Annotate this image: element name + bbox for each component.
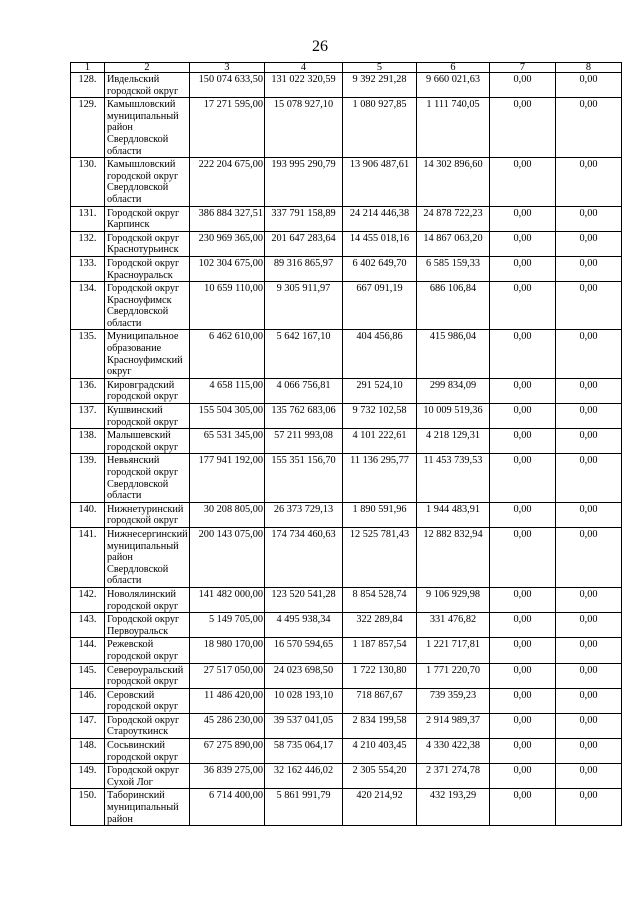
table-row (71, 527, 622, 587)
row-number: 131. (71, 206, 105, 231)
value-col-6: 2 371 274,78 (417, 764, 490, 789)
value-col-7: 0,00 (490, 73, 556, 98)
row-number: 133. (71, 256, 105, 281)
value-col-5: 322 289,84 (343, 613, 417, 638)
value-col-6: 14 302 896,60 (417, 158, 490, 206)
column-header: 4 (265, 63, 343, 73)
row-number: 137. (71, 404, 105, 429)
value-col-7: 0,00 (490, 231, 556, 256)
value-col-6: 686 106,84 (417, 282, 490, 330)
value-col-4: 123 520 541,28 (265, 587, 343, 612)
value-col-3: 10 659 110,00 (190, 282, 265, 330)
value-col-8: 0,00 (556, 713, 622, 738)
budget-table (70, 62, 622, 826)
value-col-6: 432 193,29 (417, 789, 490, 826)
value-col-7: 0,00 (490, 739, 556, 764)
table-row (71, 330, 622, 378)
value-col-8: 0,00 (556, 613, 622, 638)
table-row (71, 429, 622, 454)
value-col-3: 45 286 230,00 (190, 713, 265, 738)
value-col-4: 4 495 938,34 (265, 613, 343, 638)
value-col-6: 6 585 159,33 (417, 256, 490, 281)
value-col-3: 6 714 400,00 (190, 789, 265, 826)
page-number: 26 (312, 38, 328, 55)
column-numbers-row (71, 63, 622, 73)
municipality-name: Городской округ Красноуральск (105, 256, 190, 281)
municipality-name: Городской округ Староуткинск (105, 713, 190, 738)
value-col-6: 1 771 220,70 (417, 663, 490, 688)
value-col-4: 58 735 064,17 (265, 739, 343, 764)
value-col-8: 0,00 (556, 764, 622, 789)
value-col-3: 5 149 705,00 (190, 613, 265, 638)
table-row (71, 613, 622, 638)
row-number: 143. (71, 613, 105, 638)
table-row (71, 688, 622, 713)
value-col-5: 11 136 295,77 (343, 454, 417, 502)
value-col-4: 201 647 283,64 (265, 231, 343, 256)
municipality-name: Муниципальное образование Красноуфимский округ (105, 330, 190, 378)
table-row (71, 587, 622, 612)
value-col-7: 0,00 (490, 713, 556, 738)
value-col-3: 141 482 000,00 (190, 587, 265, 612)
table-row (71, 638, 622, 663)
value-col-8: 0,00 (556, 663, 622, 688)
value-col-3: 177 941 192,00 (190, 454, 265, 502)
value-col-6: 9 106 929,98 (417, 587, 490, 612)
value-col-7: 0,00 (490, 158, 556, 206)
value-col-4: 337 791 158,89 (265, 206, 343, 231)
value-col-6: 331 476,82 (417, 613, 490, 638)
value-col-8: 0,00 (556, 256, 622, 281)
value-col-7: 0,00 (490, 587, 556, 612)
value-col-8: 0,00 (556, 502, 622, 527)
value-col-5: 6 402 649,70 (343, 256, 417, 281)
row-number: 144. (71, 638, 105, 663)
value-col-7: 0,00 (490, 688, 556, 713)
value-col-4: 4 066 756,81 (265, 378, 343, 403)
value-col-6: 24 878 722,23 (417, 206, 490, 231)
value-col-5: 14 455 018,16 (343, 231, 417, 256)
column-header: 2 (105, 63, 190, 73)
value-col-4: 15 078 927,10 (265, 98, 343, 158)
row-number: 136. (71, 378, 105, 403)
value-col-5: 4 210 403,45 (343, 739, 417, 764)
value-col-8: 0,00 (556, 158, 622, 206)
table-row (71, 404, 622, 429)
value-col-8: 0,00 (556, 73, 622, 98)
municipality-name: Кушвинский городской округ (105, 404, 190, 429)
value-col-4: 24 023 698,50 (265, 663, 343, 688)
table-row (71, 231, 622, 256)
value-col-5: 420 214,92 (343, 789, 417, 826)
value-col-3: 200 143 075,00 (190, 527, 265, 587)
table-row (71, 73, 622, 98)
municipality-name: Североуральский городской округ (105, 663, 190, 688)
value-col-7: 0,00 (490, 527, 556, 587)
table-row (71, 663, 622, 688)
value-col-6: 739 359,23 (417, 688, 490, 713)
value-col-5: 667 091,19 (343, 282, 417, 330)
value-col-6: 2 914 989,37 (417, 713, 490, 738)
value-col-7: 0,00 (490, 613, 556, 638)
value-col-7: 0,00 (490, 378, 556, 403)
value-col-4: 32 162 446,02 (265, 764, 343, 789)
value-col-8: 0,00 (556, 98, 622, 158)
table-row (71, 256, 622, 281)
value-col-4: 9 305 911,97 (265, 282, 343, 330)
value-col-8: 0,00 (556, 404, 622, 429)
value-col-7: 0,00 (490, 764, 556, 789)
municipality-name: Нижнесергинский муниципальный район Свердловской области (105, 527, 190, 587)
value-col-4: 5 861 991,79 (265, 789, 343, 826)
value-col-3: 17 271 595,00 (190, 98, 265, 158)
value-col-8: 0,00 (556, 789, 622, 826)
value-col-6: 299 834,09 (417, 378, 490, 403)
municipality-name: Городской округ Краснотурьинск (105, 231, 190, 256)
value-col-3: 102 304 675,00 (190, 256, 265, 281)
row-number: 129. (71, 98, 105, 158)
municipality-name: Ивдельский городской округ (105, 73, 190, 98)
value-col-5: 2 834 199,58 (343, 713, 417, 738)
value-col-5: 1 080 927,85 (343, 98, 417, 158)
value-col-4: 5 642 167,10 (265, 330, 343, 378)
row-number: 134. (71, 282, 105, 330)
value-col-4: 26 373 729,13 (265, 502, 343, 527)
table-body (71, 63, 622, 826)
table-row (71, 739, 622, 764)
value-col-6: 1 111 740,05 (417, 98, 490, 158)
value-col-4: 155 351 156,70 (265, 454, 343, 502)
value-col-3: 67 275 890,00 (190, 739, 265, 764)
value-col-3: 27 517 050,00 (190, 663, 265, 688)
row-number: 150. (71, 789, 105, 826)
row-number: 145. (71, 663, 105, 688)
value-col-7: 0,00 (490, 404, 556, 429)
value-col-8: 0,00 (556, 429, 622, 454)
value-col-3: 6 462 610,00 (190, 330, 265, 378)
value-col-6: 4 330 422,38 (417, 739, 490, 764)
row-number: 142. (71, 587, 105, 612)
column-header: 1 (71, 63, 105, 73)
value-col-8: 0,00 (556, 587, 622, 612)
value-col-3: 230 969 365,00 (190, 231, 265, 256)
value-col-5: 291 524,10 (343, 378, 417, 403)
value-col-3: 30 208 805,00 (190, 502, 265, 527)
municipality-name: Городской округ Первоуральск (105, 613, 190, 638)
value-col-5: 8 854 528,74 (343, 587, 417, 612)
value-col-8: 0,00 (556, 378, 622, 403)
municipality-name: Городской округ Красноуфимск Свердловской области (105, 282, 190, 330)
row-number: 138. (71, 429, 105, 454)
value-col-3: 222 204 675,00 (190, 158, 265, 206)
value-col-4: 10 028 193,10 (265, 688, 343, 713)
value-col-5: 9 392 291,28 (343, 73, 417, 98)
value-col-5: 13 906 487,61 (343, 158, 417, 206)
row-number: 139. (71, 454, 105, 502)
value-col-5: 1 187 857,54 (343, 638, 417, 663)
table-row (71, 454, 622, 502)
municipality-name: Камышловский городской округ Свердловской области (105, 158, 190, 206)
row-number: 146. (71, 688, 105, 713)
value-col-6: 1 221 717,81 (417, 638, 490, 663)
municipality-name: Городской округ Сухой Лог (105, 764, 190, 789)
value-col-8: 0,00 (556, 688, 622, 713)
table-row (71, 789, 622, 826)
table-row (71, 713, 622, 738)
value-col-5: 9 732 102,58 (343, 404, 417, 429)
row-number: 149. (71, 764, 105, 789)
value-col-6: 10 009 519,36 (417, 404, 490, 429)
value-col-4: 174 734 460,63 (265, 527, 343, 587)
table-row (71, 98, 622, 158)
column-header: 5 (343, 63, 417, 73)
value-col-3: 11 486 420,00 (190, 688, 265, 713)
value-col-6: 1 944 483,91 (417, 502, 490, 527)
municipality-name: Новолялинский городской округ (105, 587, 190, 612)
row-number: 128. (71, 73, 105, 98)
value-col-4: 16 570 594,65 (265, 638, 343, 663)
value-col-8: 0,00 (556, 454, 622, 502)
value-col-4: 193 995 290,79 (265, 158, 343, 206)
value-col-4: 39 537 041,05 (265, 713, 343, 738)
municipality-name: Невьянский городской округ Свердловской области (105, 454, 190, 502)
value-col-3: 386 884 327,51 (190, 206, 265, 231)
value-col-3: 36 839 275,00 (190, 764, 265, 789)
row-number: 130. (71, 158, 105, 206)
value-col-7: 0,00 (490, 638, 556, 663)
value-col-4: 57 211 993,08 (265, 429, 343, 454)
row-number: 147. (71, 713, 105, 738)
row-number: 132. (71, 231, 105, 256)
value-col-7: 0,00 (490, 454, 556, 502)
value-col-7: 0,00 (490, 429, 556, 454)
municipality-name: Таборинский муниципальный район (105, 789, 190, 826)
value-col-3: 155 504 305,00 (190, 404, 265, 429)
column-header: 6 (417, 63, 490, 73)
value-col-6: 11 453 739,53 (417, 454, 490, 502)
value-col-3: 150 074 633,50 (190, 73, 265, 98)
municipality-name: Режевской городской округ (105, 638, 190, 663)
value-col-5: 12 525 781,43 (343, 527, 417, 587)
value-col-7: 0,00 (490, 663, 556, 688)
row-number: 140. (71, 502, 105, 527)
value-col-5: 1 722 130,80 (343, 663, 417, 688)
value-col-4: 131 022 320,59 (265, 73, 343, 98)
value-col-3: 18 980 170,00 (190, 638, 265, 663)
value-col-8: 0,00 (556, 638, 622, 663)
municipality-name: Камышловский муниципальный район Свердловской области (105, 98, 190, 158)
value-col-8: 0,00 (556, 527, 622, 587)
municipality-name: Серовский городской округ (105, 688, 190, 713)
municipality-name: Кировградский городской округ (105, 378, 190, 403)
value-col-6: 9 660 021,63 (417, 73, 490, 98)
value-col-8: 0,00 (556, 282, 622, 330)
value-col-4: 89 316 865,97 (265, 256, 343, 281)
value-col-6: 12 882 832,94 (417, 527, 490, 587)
row-number: 135. (71, 330, 105, 378)
value-col-3: 4 658 115,00 (190, 378, 265, 403)
municipality-name: Малышевский городской округ (105, 429, 190, 454)
table-row (71, 206, 622, 231)
value-col-5: 2 305 554,20 (343, 764, 417, 789)
value-col-8: 0,00 (556, 231, 622, 256)
value-col-5: 24 214 446,38 (343, 206, 417, 231)
value-col-5: 718 867,67 (343, 688, 417, 713)
value-col-7: 0,00 (490, 206, 556, 231)
value-col-8: 0,00 (556, 330, 622, 378)
value-col-4: 135 762 683,06 (265, 404, 343, 429)
column-header: 7 (490, 63, 556, 73)
row-number: 141. (71, 527, 105, 587)
municipality-name: Нижнетуринский городской округ (105, 502, 190, 527)
table-row (71, 502, 622, 527)
value-col-8: 0,00 (556, 739, 622, 764)
municipality-name: Городской округ Карпинск (105, 206, 190, 231)
table-row (71, 282, 622, 330)
value-col-7: 0,00 (490, 330, 556, 378)
value-col-7: 0,00 (490, 502, 556, 527)
value-col-6: 415 986,04 (417, 330, 490, 378)
value-col-6: 4 218 129,31 (417, 429, 490, 454)
value-col-3: 65 531 345,00 (190, 429, 265, 454)
row-number: 148. (71, 739, 105, 764)
value-col-7: 0,00 (490, 282, 556, 330)
value-col-6: 14 867 063,20 (417, 231, 490, 256)
column-header: 8 (556, 63, 622, 73)
value-col-5: 4 101 222,61 (343, 429, 417, 454)
table-row (71, 764, 622, 789)
value-col-7: 0,00 (490, 789, 556, 826)
column-header: 3 (190, 63, 265, 73)
value-col-5: 404 456,86 (343, 330, 417, 378)
value-col-7: 0,00 (490, 98, 556, 158)
value-col-7: 0,00 (490, 256, 556, 281)
value-col-5: 1 890 591,96 (343, 502, 417, 527)
table-row (71, 378, 622, 403)
municipality-name: Сосьвинский городской округ (105, 739, 190, 764)
value-col-8: 0,00 (556, 206, 622, 231)
table-row (71, 158, 622, 206)
